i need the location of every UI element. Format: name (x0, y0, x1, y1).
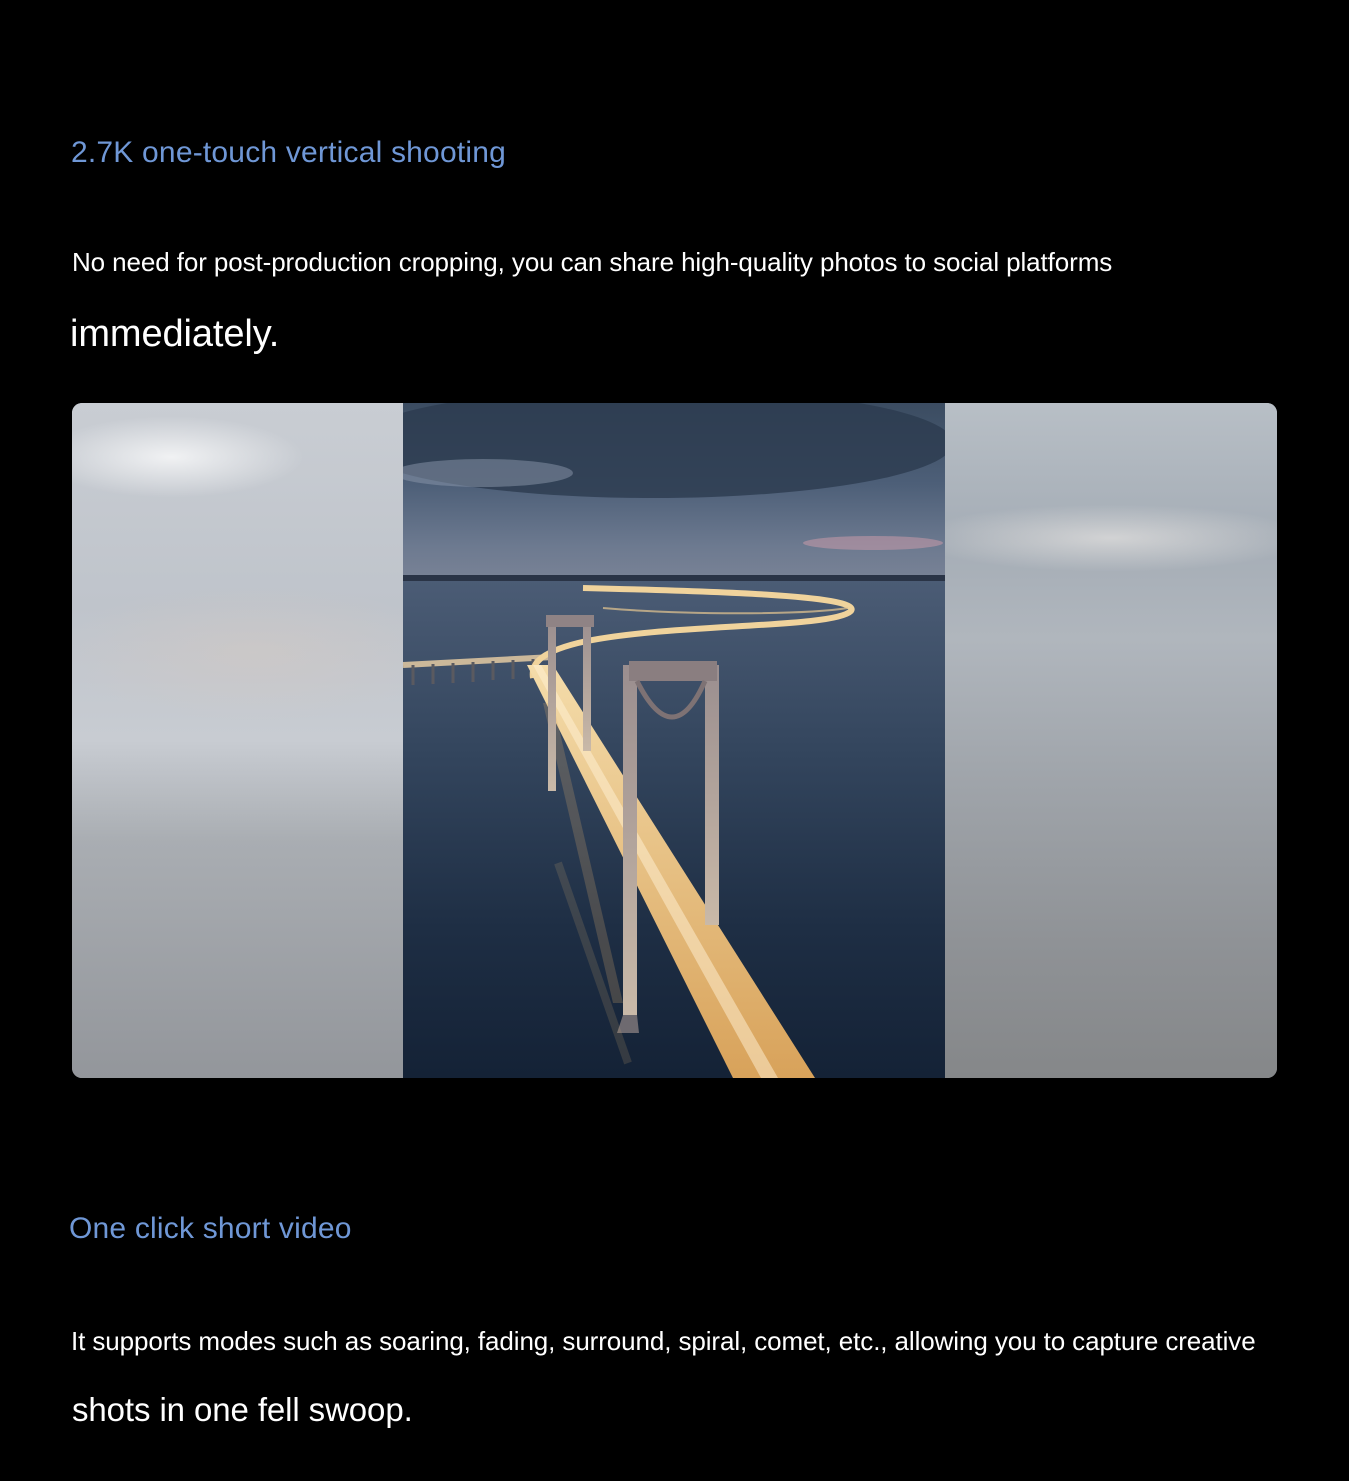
page-title-short-video: One click short video (69, 1212, 352, 1245)
blurred-background-right (945, 403, 1277, 1078)
bridge-photo (403, 403, 945, 1078)
bridge-photo-image (403, 403, 945, 1078)
page-title-vertical-shooting: 2.7K one-touch vertical shooting (71, 136, 506, 169)
vertical-photo-showcase (72, 403, 1277, 1078)
description-video-line-2: shots in one fell swoop. (72, 1391, 413, 1428)
description-vertical-line-2: immediately. (70, 313, 280, 355)
blurred-background-left (72, 403, 403, 1078)
description-video-line-1: It supports modes such as soaring, fading, surround, spiral, comet, etc., allowing you to capture creative (71, 1326, 1256, 1356)
description-vertical-line-1: No need for post-production cropping, you can share high-quality photos to social platforms (72, 247, 1113, 277)
